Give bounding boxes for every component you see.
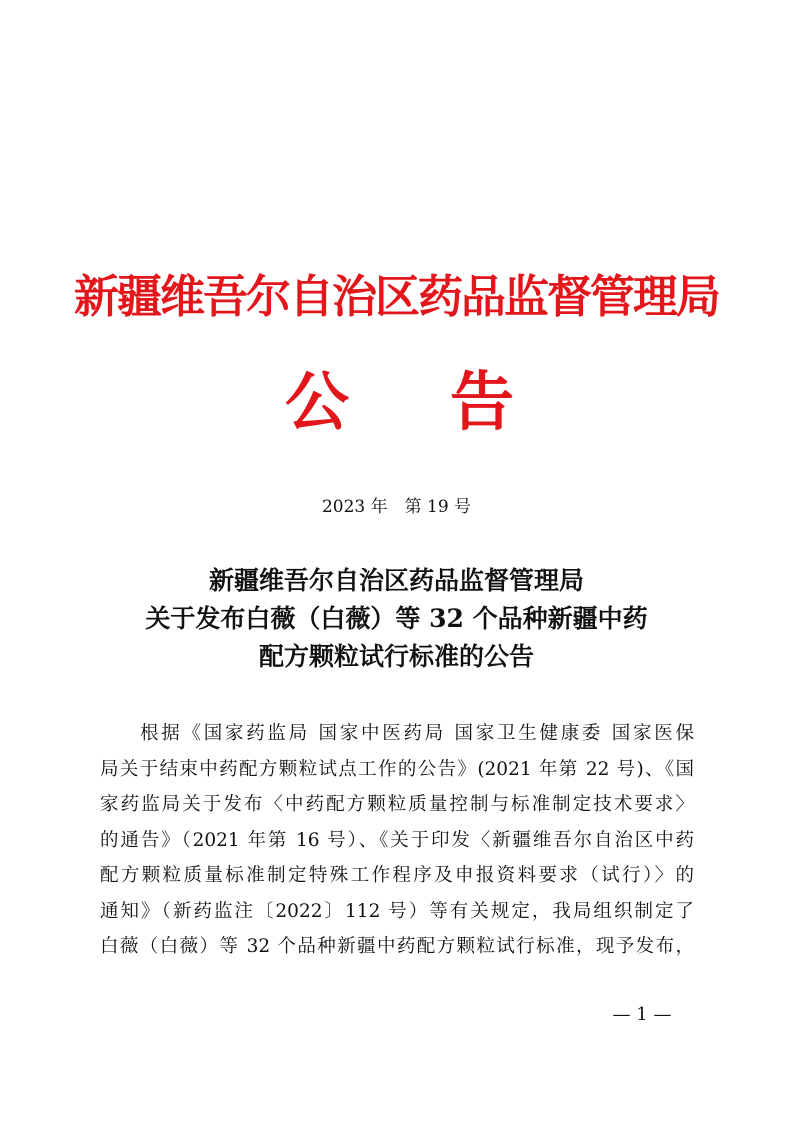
- title-line-1: 新疆维吾尔自治区药品监督管理局: [208, 566, 584, 595]
- issuer-masthead: 新疆维吾尔自治区药品监督管理局: [73, 270, 719, 323]
- document-type-char-2: 告: [450, 365, 514, 440]
- body-line: 局关于结束中药配方颗粒试点工作的公告》(2021 年第 22 号)、《国: [100, 758, 694, 780]
- body-line: 配方颗粒质量标准制定特殊工作程序及申报资料要求（试行）〉的: [100, 865, 694, 886]
- document-type-heading: [0, 358, 793, 448]
- title-line-3: 配方颗粒试行标准的公告: [258, 642, 534, 671]
- body-line: 白薇（白薇）等 32 个品种新疆中药配方颗粒试行标准，现予发布，: [100, 936, 694, 957]
- title-line-2: 关于发布白薇（白薇）等 32 个品种新疆中药: [145, 604, 648, 633]
- body-line: 家药监局关于发布〈中药配方颗粒质量控制与标准制定技术要求〉: [100, 794, 694, 815]
- page-number: — 1 —: [612, 1004, 672, 1025]
- body-line: 根据《国家药监局 国家中医药局 国家卫生健康委 国家医保: [140, 723, 694, 744]
- document-type-char-1: 公: [285, 365, 349, 440]
- body-line: 的通告》（2021 年第 16 号）、《关于印发〈新疆维吾尔自治区中药: [100, 829, 694, 851]
- body-paragraph: [100, 716, 694, 965]
- body-line: 通知》（新药监注〔2022〕112 号）等有关规定，我局组织制定了: [100, 900, 694, 922]
- document-number: 2023 年 第 19 号: [321, 497, 472, 517]
- document-title: [0, 562, 793, 676]
